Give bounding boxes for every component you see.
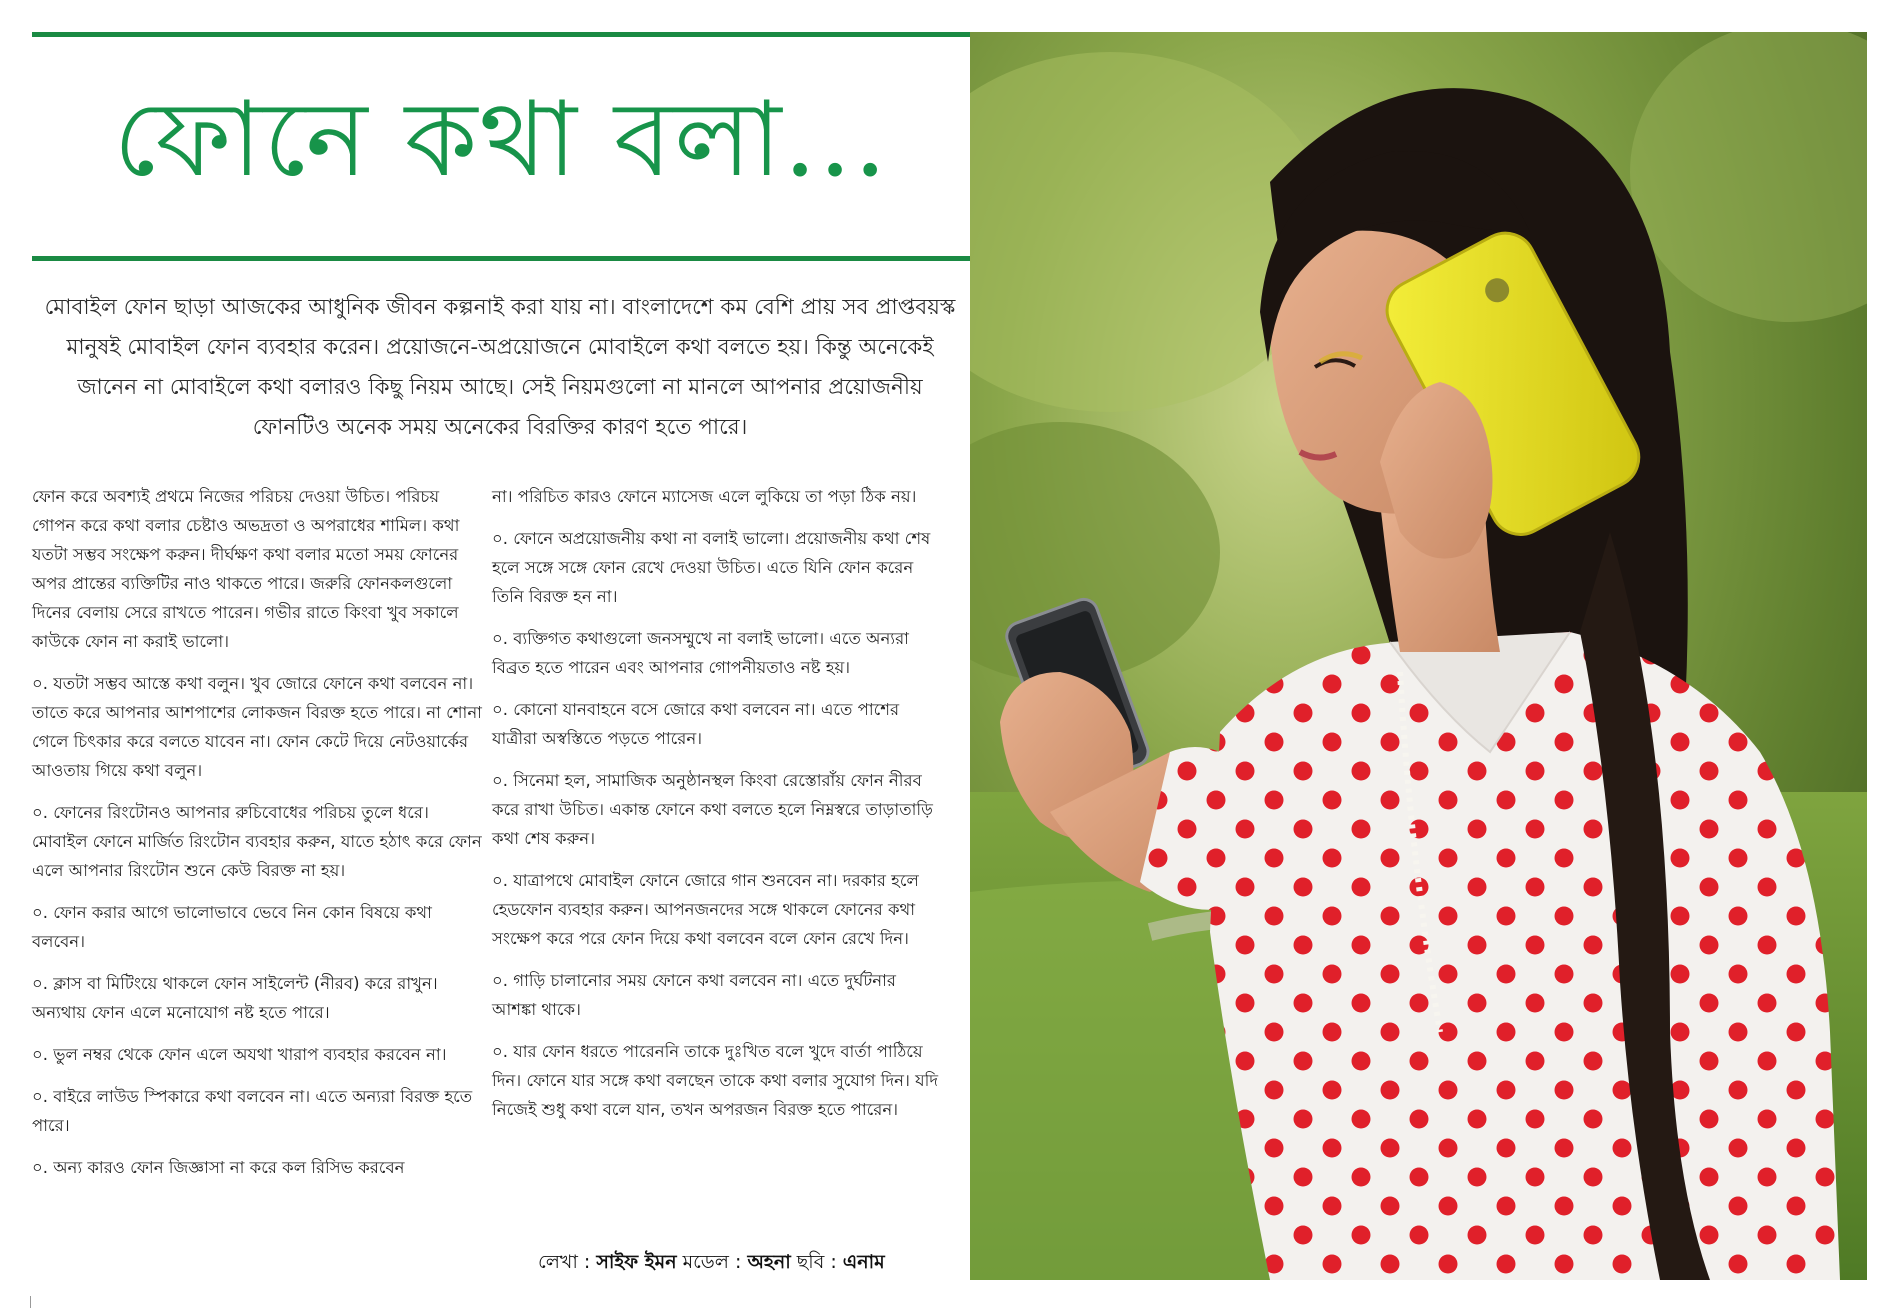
photo-label: ছবি : (796, 1251, 837, 1273)
left-paragraph: ০. যতটা সম্ভব আস্তে কথা বলুন। খুব জোরে ফোনে কথা বলবেন না। তাতে করে আপনার আশপাশের লোকজন বিরক্ত হতে পারে। না শোনা গেলে চিৎকার করে বলতে যাবেন না। ফোন কেটে দিয়ে নেটওয়ার্কের আওতায় গিয়ে কথা বলুন। (32, 674, 482, 780)
model-name: অহনা (747, 1251, 791, 1273)
page-title: ফোনে কথা বলা... (113, 78, 889, 200)
page-edge-mark (30, 1296, 31, 1308)
right-paragraph: ০. সিনেমা হল, সামাজিক অনুষ্ঠানস্থল কিংবা রেস্তোরাঁয় ফোন নীরব করে রাখা উচিত। একান্ত ফোনে কথা বলতে হলে নিম্নস্বরে তাড়াতাড়ি কথা শেষ করুন। (492, 771, 933, 848)
left-paragraph: ০. ক্লাস বা মিটিংয়ে থাকলে ফোন সাইলেন্ট (নীরব) করে রাখুন। অন্যথায় ফোন এলে মনোযোগ নষ্ট হতে পারে। (32, 974, 438, 1022)
right-paragraph: না। পরিচিত কারও ফোনে ম্যাসেজ এলে লুকিয়ে তা পড়া ঠিক নয়। (492, 487, 917, 506)
left-paragraph: ০. বাইরে লাউড স্পিকারে কথা বলবেন না। এতে অন্যরা বিরক্ত হতে পারে। (32, 1087, 473, 1135)
writer-name: সাইফ ইমন (596, 1251, 677, 1273)
right-paragraph: ০. ফোনে অপ্রয়োজনীয় কথা না বলাই ভালো। প্রয়োজনীয় কথা শেষ হলে সঙ্গে সঙ্গে ফোন রেখে দেওয়া উচিত। এতে যিনি ফোন করেন তিনি বিরক্ত হন না। (492, 529, 931, 606)
credits-line (538, 1248, 885, 1280)
writer-label: লেখা : (538, 1251, 591, 1273)
left-paragraph: ০. ফোনের রিংটোনও আপনার রুচিবোধের পরিচয় তুলে ধরে। মোবাইল ফোনে মার্জিত রিংটোন ব্যবহার করুন, যাতে হঠাৎ করে ফোন এলে আপনার রিংটোন শুনে কেউ বিরক্ত না হয়। (32, 803, 482, 880)
model-label: মডেল : (682, 1251, 742, 1273)
left-paragraph: ০. ভুল নম্বর থেকে ফোন এলে অযথা খারাপ ব্যবহার করবেন না। (32, 1045, 447, 1064)
right-paragraph: ০. যার ফোন ধরতে পারেননি তাকে দুঃখিত বলে খুদে বার্তা পাঠিয়ে দিন। ফোনে যার সঙ্গে কথা বলছেন তাকে কথা বলার সুযোগ দিন। যদি নিজেই শুধু কথা বলে যান, তখন অপরজন বিরক্ত হতে পারেন। (492, 1042, 939, 1119)
right-paragraph: ০. কোনো যানবাহনে বসে জোরে কথা বলবেন না। এতে পাশের যাত্রীরা অস্বস্তিতে পড়তে পারেন। (492, 700, 900, 748)
left-paragraph: ০. অন্য কারও ফোন জিজ্ঞাসা না করে কল রিসিভ করবেন (32, 1158, 405, 1177)
intro-paragraph: মোবাইল ফোন ছাড়া আজকের আধুনিক জীবন কল্পনাই করা যায় না। বাংলাদেশে কম বেশি প্রায় সব প্রাপ্তবয়স্ক মানুষই মোবাইল ফোন ব্যবহার করেন। প্রয়োজনে-অপ্রয়োজনে মোবাইলে কথা বলতে হয়। কিন্তু অনেকেই জানেন না মোবাইলে কথা বলারও কিছু নিয়ম আছে। সেই নিয়মগুলো না মানলে আপনার প্রয়োজনীয় ফোনটিও অনেক সময় অনেকের বিরক্তির কারণ হতে পারে। (44, 295, 956, 440)
right-column (492, 482, 942, 1137)
right-paragraph: ০. গাড়ি চালানোর সময় ফোনে কথা বলবেন না। এতে দুর্ঘটনার আশঙ্কা থাকে। (492, 971, 896, 1019)
left-paragraph: ০. ফোন করার আগে ভালোভাবে ভেবে নিন কোন বিষয়ে কথা বলবেন। (32, 903, 432, 951)
title-bottom-rule (32, 256, 970, 261)
photographer-name: এনাম (842, 1251, 885, 1273)
left-paragraph: ফোন করে অবশ্যই প্রথমে নিজের পরিচয় দেওয়া উচিত। পরিচয় গোপন করে কথা বলার চেষ্টাও অভদ্রতা ও অপরাধের শামিল। কথা যতটা সম্ভব সংক্ষেপ করুন। দীর্ঘক্ষণ কথা বলার মতো সময় ফোনের অপর প্রান্তের ব্যক্তিটির নাও থাকতে পারে। জরুরি ফোনকলগুলো দিনের বেলায় সেরে রাখতে পারেন। গভীর রাতে কিংবা খুব সকালে কাউকে ফোন না করাই ভালো। (32, 487, 460, 651)
left-column (32, 482, 482, 1195)
right-paragraph: ০. ব্যক্তিগত কথাগুলো জনসম্মুখে না বলাই ভালো। এতে অন্যরা বিব্রত হতে পারেন এবং আপনার গোপনীয়তাও নষ্ট হয়। (492, 629, 909, 677)
title-top-rule (32, 32, 970, 37)
right-paragraph: ০. যাত্রাপথে মোবাইল ফোনে জোরে গান শুনবেন না। দরকার হলে হেডফোন ব্যবহার করুন। আপনজনদের সঙ্গে থাকলে ফোনের কথা সংক্ষেপ করে পরে ফোন দিয়ে কথা বলবেন বলে ফোন রেখে দিন। (492, 871, 919, 948)
woman-on-phone-photo (970, 32, 1867, 1280)
